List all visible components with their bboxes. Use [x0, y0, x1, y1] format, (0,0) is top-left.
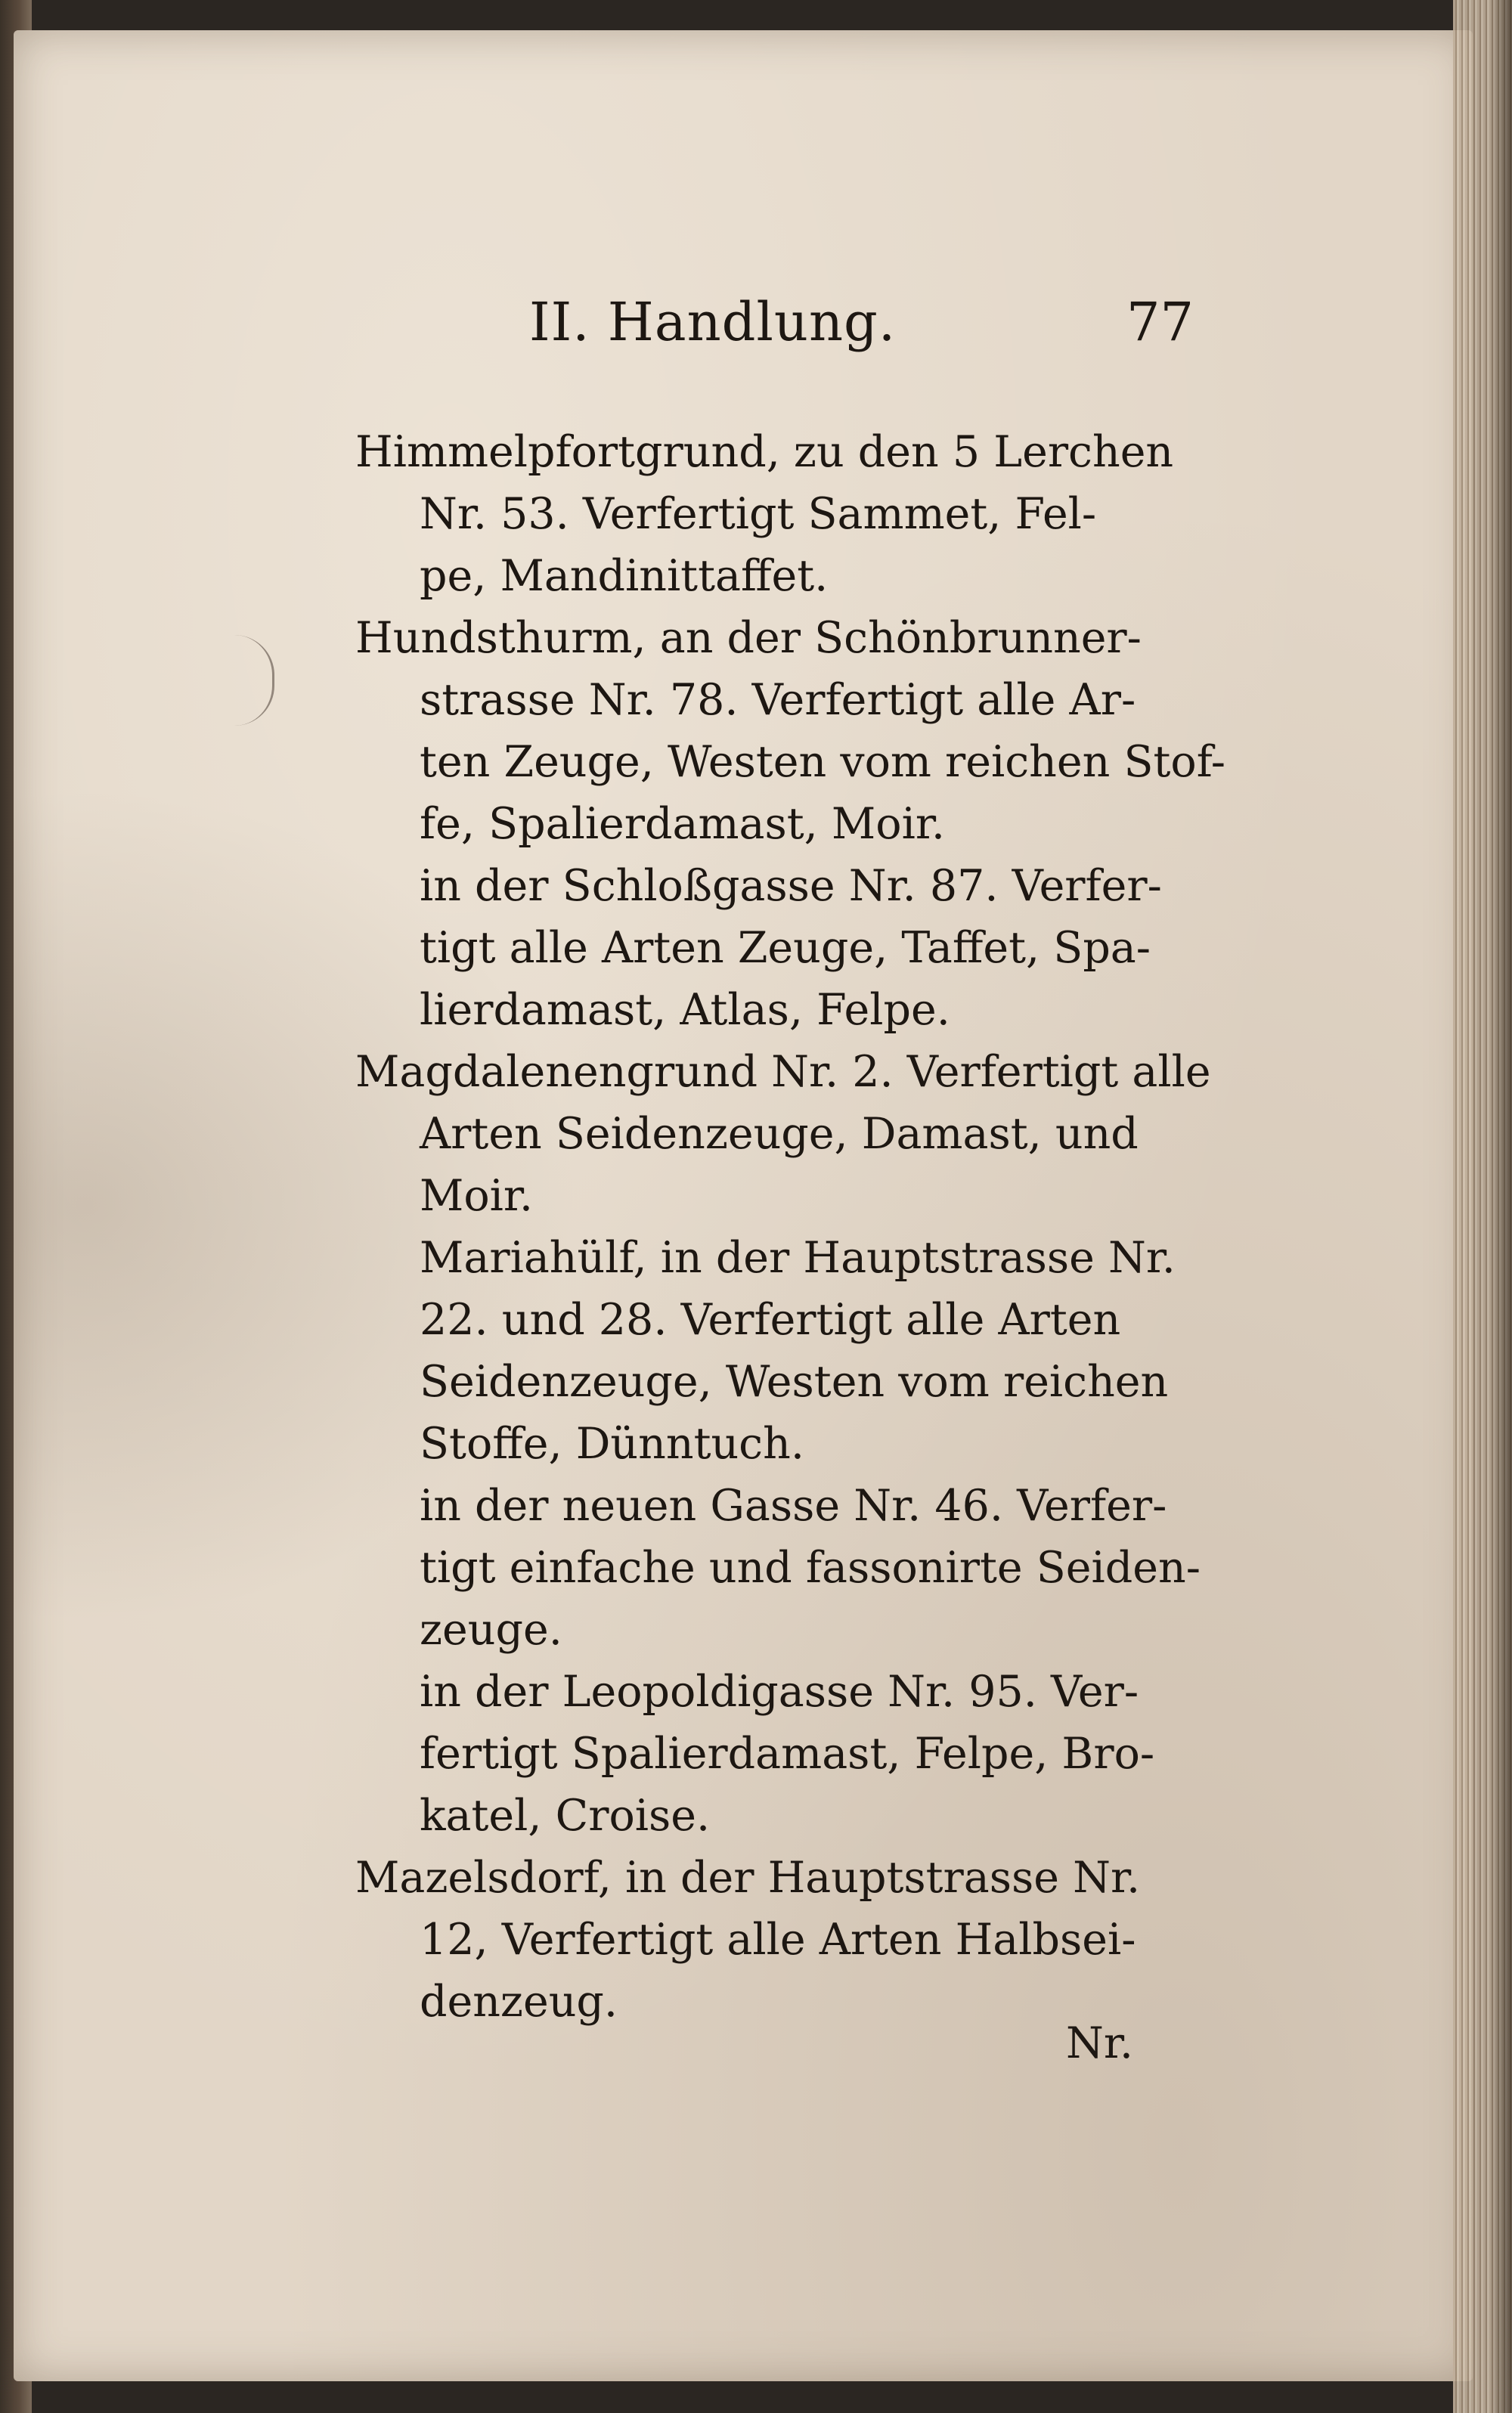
text-line: in der Schloßgasse Nr. 87. Verfer-	[420, 861, 1162, 911]
text-line: Himmelpfortgrund, zu den 5 Lerchen	[355, 427, 1174, 477]
catchword: Nr.	[1066, 2018, 1133, 2068]
text-line: ten Zeuge, Westen vom reichen Stof-	[420, 737, 1226, 787]
text-line: tigt einfache und fassonirte Seiden-	[420, 1543, 1201, 1593]
page-edge-shadow	[1489, 0, 1512, 2413]
text-line: lierdamast, Atlas, Felpe.	[420, 985, 950, 1035]
text-line: pe, Mandinittaffet.	[420, 551, 829, 601]
text-line: fertigt Spalierdamast, Felpe, Bro-	[420, 1729, 1155, 1779]
page-number: 77	[1126, 291, 1194, 353]
text-line: tigt alle Arten Zeuge, Taffet, Spa-	[420, 923, 1151, 973]
text-line: strasse Nr. 78. Verfertigt alle Ar-	[420, 675, 1136, 725]
paper-page	[14, 30, 1473, 2381]
text-line: in der neuen Gasse Nr. 46. Verfer-	[420, 1481, 1167, 1531]
text-line: Mariahülf, in der Hauptstrasse Nr.	[420, 1233, 1176, 1283]
text-line: denzeug.	[420, 1977, 618, 2027]
text-line: 12, Verfertigt alle Arten Halbsei-	[420, 1915, 1136, 1965]
text-line: in der Leopoldigasse Nr. 95. Ver-	[420, 1667, 1139, 1717]
text-line: 22. und 28. Verfertigt alle Arten	[420, 1295, 1121, 1345]
text-line: Mazelsdorf, in der Hauptstrasse Nr.	[355, 1853, 1141, 1903]
text-line: Seidenzeuge, Westen vom reichen	[420, 1357, 1169, 1407]
text-line: Stoffe, Dünntuch.	[420, 1419, 804, 1469]
text-line: fe, Spalierdamast, Moir.	[420, 799, 945, 849]
text-line: katel, Croise.	[420, 1791, 711, 1841]
text-line: Arten Seidenzeuge, Damast, und	[420, 1109, 1139, 1159]
text-line: Hundsthurm, an der Schönbrunner-	[355, 613, 1142, 663]
text-line: Magdalenengrund Nr. 2. Verfertigt alle	[355, 1047, 1211, 1097]
text-line: Nr. 53. Verfertigt Sammet, Fel-	[420, 489, 1097, 539]
running-head: II. Handlung.	[529, 291, 897, 353]
text-line: zeuge.	[420, 1605, 562, 1655]
text-line: Moir.	[420, 1171, 534, 1221]
